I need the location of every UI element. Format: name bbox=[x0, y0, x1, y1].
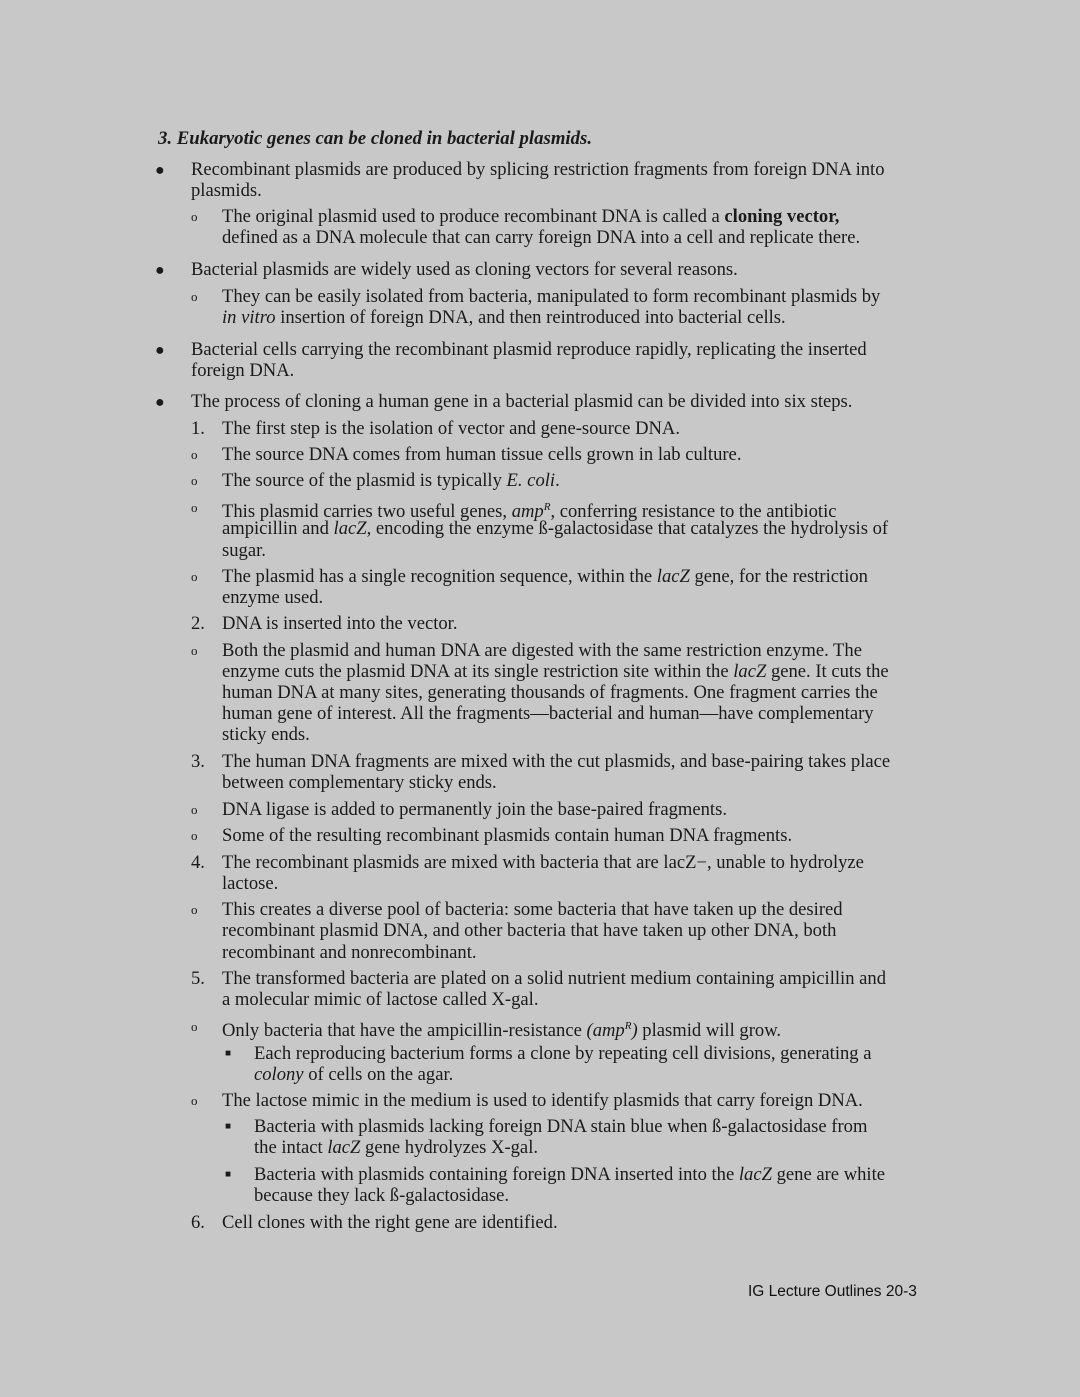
text-line: in vitro insertion of foreign DNA, and then reintroduced into bacterial cells. bbox=[222, 307, 786, 328]
text-line: The lactose mimic in the medium is used to identify plasmids that carry foreign DNA. bbox=[222, 1090, 863, 1111]
square-marker: ■ bbox=[225, 1121, 232, 1132]
circle-marker: o bbox=[191, 1019, 198, 1034]
text-line: Cell clones with the right gene are identified. bbox=[222, 1212, 558, 1233]
step-number: 3. bbox=[191, 751, 205, 772]
circle-marker: o bbox=[191, 802, 198, 817]
circle-marker: o bbox=[191, 828, 198, 843]
text-line: The source of the plasmid is typically E. coli. bbox=[222, 470, 560, 491]
text-line: human DNA at many sites, generating thousands of fragments. One fragment carries the bbox=[222, 682, 878, 703]
circle-marker: o bbox=[191, 643, 198, 658]
text-line: Each reproducing bacterium forms a clone by repeating cell divisions, generating a bbox=[254, 1043, 872, 1064]
text-line: Some of the resulting recombinant plasmids contain human DNA fragments. bbox=[222, 825, 793, 846]
circle-marker: o bbox=[191, 1093, 198, 1108]
text-line: The human DNA fragments are mixed with the cut plasmids, and base-pairing takes place bbox=[222, 751, 891, 772]
text-line: The original plasmid used to produce recombinant DNA is called a cloning vector, bbox=[222, 206, 840, 227]
text-line: ampicillin and lacZ, encoding the enzyme ß-galactosidase that catalyzes the hydrolysis of bbox=[222, 518, 889, 539]
circle-marker: o bbox=[191, 447, 198, 462]
text-line: plasmids. bbox=[191, 180, 262, 201]
circle-marker: o bbox=[191, 902, 198, 917]
text-line: foreign DNA. bbox=[191, 360, 295, 381]
text-line: Bacteria with plasmids lacking foreign DNA stain blue when ß-galactosidase from bbox=[254, 1116, 868, 1137]
circle-marker: o bbox=[191, 500, 198, 515]
text-line: sugar. bbox=[222, 540, 266, 561]
text-line: The plasmid has a single recognition sequence, within the lacZ gene, for the restriction bbox=[222, 566, 868, 587]
text-line: DNA is inserted into the vector. bbox=[222, 613, 458, 634]
square-marker: ■ bbox=[225, 1048, 232, 1059]
bullet-marker: ● bbox=[155, 162, 165, 179]
text-line: colony of cells on the agar. bbox=[254, 1064, 454, 1085]
text-line: Bacterial cells carrying the recombinant plasmid reproduce rapidly, replicating the inserted bbox=[191, 339, 867, 360]
text-line: lactose. bbox=[222, 873, 279, 894]
text-line: the intact lacZ gene hydrolyzes X-gal. bbox=[254, 1137, 539, 1158]
text-line: enzyme cuts the plasmid DNA at its single restriction site within the lacZ gene. It cuts the bbox=[222, 661, 889, 682]
text-line: defined as a DNA molecule that can carry foreign DNA into a cell and replicate there. bbox=[222, 227, 861, 248]
text-line: sticky ends. bbox=[222, 724, 310, 745]
text-line: The process of cloning a human gene in a bacterial plasmid can be divided into six steps. bbox=[191, 391, 853, 412]
text-line: They can be easily isolated from bacteria, manipulated to form recombinant plasmids by bbox=[222, 286, 881, 307]
text-line: recombinant and nonrecombinant. bbox=[222, 942, 477, 963]
text-line: Both the plasmid and human DNA are digested with the same restriction enzyme. The bbox=[222, 640, 862, 661]
square-marker: ■ bbox=[225, 1169, 232, 1180]
step-number: 6. bbox=[191, 1212, 205, 1233]
step-number: 5. bbox=[191, 968, 205, 989]
text-line: Recombinant plasmids are produced by splicing restriction fragments from foreign DNA into bbox=[191, 159, 885, 180]
text-line: The recombinant plasmids are mixed with bacteria that are lacZ−, unable to hydrolyze bbox=[222, 852, 864, 873]
step-number: 4. bbox=[191, 852, 205, 873]
text-line: recombinant plasmid DNA, and other bacteria that have taken up other DNA, both bbox=[222, 920, 837, 941]
circle-marker: o bbox=[191, 569, 198, 584]
circle-marker: o bbox=[191, 209, 198, 224]
circle-marker: o bbox=[191, 289, 198, 304]
page-footer: IG Lecture Outlines 20-3 bbox=[748, 1283, 917, 1300]
section-heading: 3. Eukaryotic genes can be cloned in bacterial plasmids. bbox=[158, 128, 593, 149]
text-line: Bacteria with plasmids containing foreign DNA inserted into the lacZ gene are white bbox=[254, 1164, 886, 1185]
text-line: Only bacteria that have the ampicillin-resistance (amp$^R$) plasmid will grow. bbox=[222, 1020, 782, 1042]
text-line: The transformed bacteria are plated on a solid nutrient medium containing ampicillin and bbox=[222, 968, 886, 989]
step-number: 2. bbox=[191, 613, 205, 634]
text-line: human gene of interest. All the fragments—bacterial and human—have complementary bbox=[222, 703, 874, 724]
step-number: 1. bbox=[191, 418, 205, 439]
text-line: This creates a diverse pool of bacteria: some bacteria that have taken up the desired bbox=[222, 899, 843, 920]
text-line: This plasmid carries two useful genes, amp$^R$, conferring resistance to the antibiotic bbox=[222, 501, 837, 523]
bullet-marker: ● bbox=[155, 262, 165, 279]
text-line: The first step is the isolation of vector and gene-source DNA. bbox=[222, 418, 680, 439]
bullet-marker: ● bbox=[155, 394, 165, 411]
bullet-marker: ● bbox=[155, 342, 165, 359]
text-line: a molecular mimic of lactose called X-gal. bbox=[222, 989, 539, 1010]
circle-marker: o bbox=[191, 473, 198, 488]
text-line: enzyme used. bbox=[222, 587, 324, 608]
text-line: Bacterial plasmids are widely used as cloning vectors for several reasons. bbox=[191, 259, 738, 280]
text-line: between complementary sticky ends. bbox=[222, 772, 497, 793]
text-line: The source DNA comes from human tissue cells grown in lab culture. bbox=[222, 444, 742, 465]
text-line: DNA ligase is added to permanently join the base-paired fragments. bbox=[222, 799, 727, 820]
text-line: because they lack ß-galactosidase. bbox=[254, 1185, 510, 1206]
